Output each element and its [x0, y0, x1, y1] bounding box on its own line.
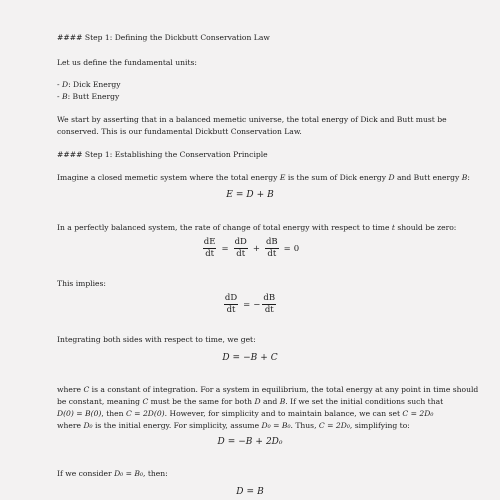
- paragraph-line: This implies:: [57, 279, 106, 288]
- symbol-d: D: [61, 80, 69, 89]
- text: and Butt energy: [394, 173, 462, 182]
- text: where: [57, 421, 84, 430]
- denominator: dt: [226, 305, 236, 315]
- denominator: dt: [264, 305, 274, 315]
- numerator: dB: [265, 237, 278, 247]
- text: . Thus,: [290, 421, 319, 430]
- paragraph-line: [57, 173, 470, 183]
- text: be constant, meaning: [57, 397, 143, 406]
- paragraph-line: [57, 397, 443, 407]
- inline-math: C = 2D₀: [318, 421, 350, 430]
- fraction: [224, 294, 238, 315]
- numerator: dE: [203, 237, 216, 247]
- paragraph-line: [57, 421, 410, 431]
- bullet: -: [57, 80, 62, 89]
- eq-term: B: [250, 353, 258, 363]
- inline-math: D₀ = B₀: [114, 469, 144, 478]
- denominator: dt: [267, 249, 277, 259]
- numerator: dD: [234, 237, 247, 247]
- text: must be the same for both: [148, 397, 255, 406]
- eq-operator: +: [255, 437, 263, 447]
- text: In a perfectly balanced system, the rate of change of total energy with respect to time: [57, 223, 392, 232]
- text: is a constant of integration. For a system in equilibrium, the total energy at any point in time should: [89, 385, 479, 394]
- symbol-b: B: [61, 92, 68, 101]
- symbol-e: E: [279, 173, 286, 182]
- text: If we consider: [57, 469, 115, 478]
- equation-integration: [0, 353, 500, 363]
- eq-operator: +: [252, 244, 260, 254]
- eq-operator: =: [235, 190, 244, 200]
- equation-simplified: [0, 437, 500, 447]
- text: where: [57, 385, 84, 394]
- eq-operator: =: [246, 487, 255, 497]
- numerator: dB: [263, 293, 276, 303]
- eq-term: B: [257, 487, 264, 497]
- list-item-butt-energy: [57, 92, 119, 102]
- text: :: [467, 173, 470, 182]
- paragraph-line: conserved. This is our fundamental Dickbutt Conservation Law.: [57, 127, 302, 136]
- eq-term: B: [245, 437, 253, 447]
- inline-math: D₀: [83, 421, 93, 430]
- eq-operator: =: [283, 244, 291, 254]
- text: , then:: [143, 469, 168, 478]
- section-heading-2: #### Step 1: Establishing the Conservation Principle: [57, 150, 268, 159]
- eq-term: 0: [293, 244, 300, 254]
- text: is the sum of Dick energy: [285, 173, 389, 182]
- eq-operator: =: [221, 244, 229, 254]
- unit-description: : Dick Energy: [68, 80, 121, 89]
- eq-term: D: [236, 487, 244, 497]
- eq-term: C: [270, 353, 278, 363]
- bullet: -: [57, 92, 62, 101]
- symbol-d: D: [388, 173, 395, 182]
- symbol-c: C: [142, 397, 149, 406]
- eq-operator: −: [238, 437, 246, 447]
- eq-operator: +: [260, 353, 268, 363]
- units-intro: Let us define the fundamental units:: [57, 58, 197, 67]
- eq-term: 2D₀: [265, 437, 283, 447]
- text: Imagine a closed memetic system where the total energy: [57, 173, 280, 182]
- section-heading-1: #### Step 1: Defining the Dickbutt Conservation Law: [57, 33, 270, 42]
- symbol-t: t: [391, 223, 395, 232]
- denominator: dt: [205, 249, 215, 259]
- equation-rate-of-change: [0, 238, 500, 259]
- denominator: dt: [236, 249, 246, 259]
- list-item-dick-energy: [57, 80, 121, 90]
- fraction: [203, 238, 217, 259]
- text: should be zero:: [394, 223, 457, 232]
- eq-term: D: [246, 190, 254, 200]
- eq-operator: −: [243, 353, 251, 363]
- eq-operator: −: [253, 300, 261, 310]
- eq-operator: =: [232, 353, 241, 363]
- paragraph-line: We start by asserting that in a balanced memetic universe, the total energy of Dick and Butt must be: [57, 115, 447, 124]
- eq-term: B: [267, 190, 274, 200]
- inline-math: C = 2D₀: [402, 409, 434, 418]
- inline-math: C = 2D(0): [125, 409, 165, 418]
- eq-operator: +: [256, 190, 265, 200]
- paragraph-line: [57, 385, 478, 395]
- eq-term: D: [217, 437, 225, 447]
- eq-operator: =: [243, 300, 251, 310]
- paragraph-line: Integrating both sides with respect to time, we get:: [57, 335, 256, 344]
- fraction: [234, 238, 248, 259]
- equation-implication: [0, 294, 500, 315]
- fraction: [262, 294, 276, 315]
- text: , then: [101, 409, 126, 418]
- symbol-b: B: [279, 397, 286, 406]
- equation-energy-sum: [0, 190, 500, 200]
- fraction: [265, 238, 279, 259]
- paragraph-line: [57, 409, 433, 419]
- numerator: dD: [224, 293, 238, 303]
- text: is the initial energy. For simplicity, assume: [92, 421, 262, 430]
- inline-math: D(0) = B(0): [57, 409, 102, 418]
- paragraph-line: [57, 223, 456, 233]
- eq-term: E: [226, 190, 233, 200]
- inline-math: D₀ = B₀: [261, 421, 291, 430]
- paragraph-line: [57, 469, 168, 479]
- equation-final: [0, 487, 500, 497]
- eq-term: D: [222, 353, 230, 363]
- symbol-d: D: [254, 397, 261, 406]
- text: . However, for simplicity and to maintain balance, we can set: [164, 409, 403, 418]
- symbol-b: B: [461, 173, 468, 182]
- symbol-c: C: [83, 385, 90, 394]
- unit-description: : Butt Energy: [67, 92, 120, 101]
- text: , simplifying to:: [349, 421, 410, 430]
- text: and: [260, 397, 280, 406]
- eq-operator: =: [227, 437, 236, 447]
- text: . If we set the initial conditions such that: [285, 397, 444, 406]
